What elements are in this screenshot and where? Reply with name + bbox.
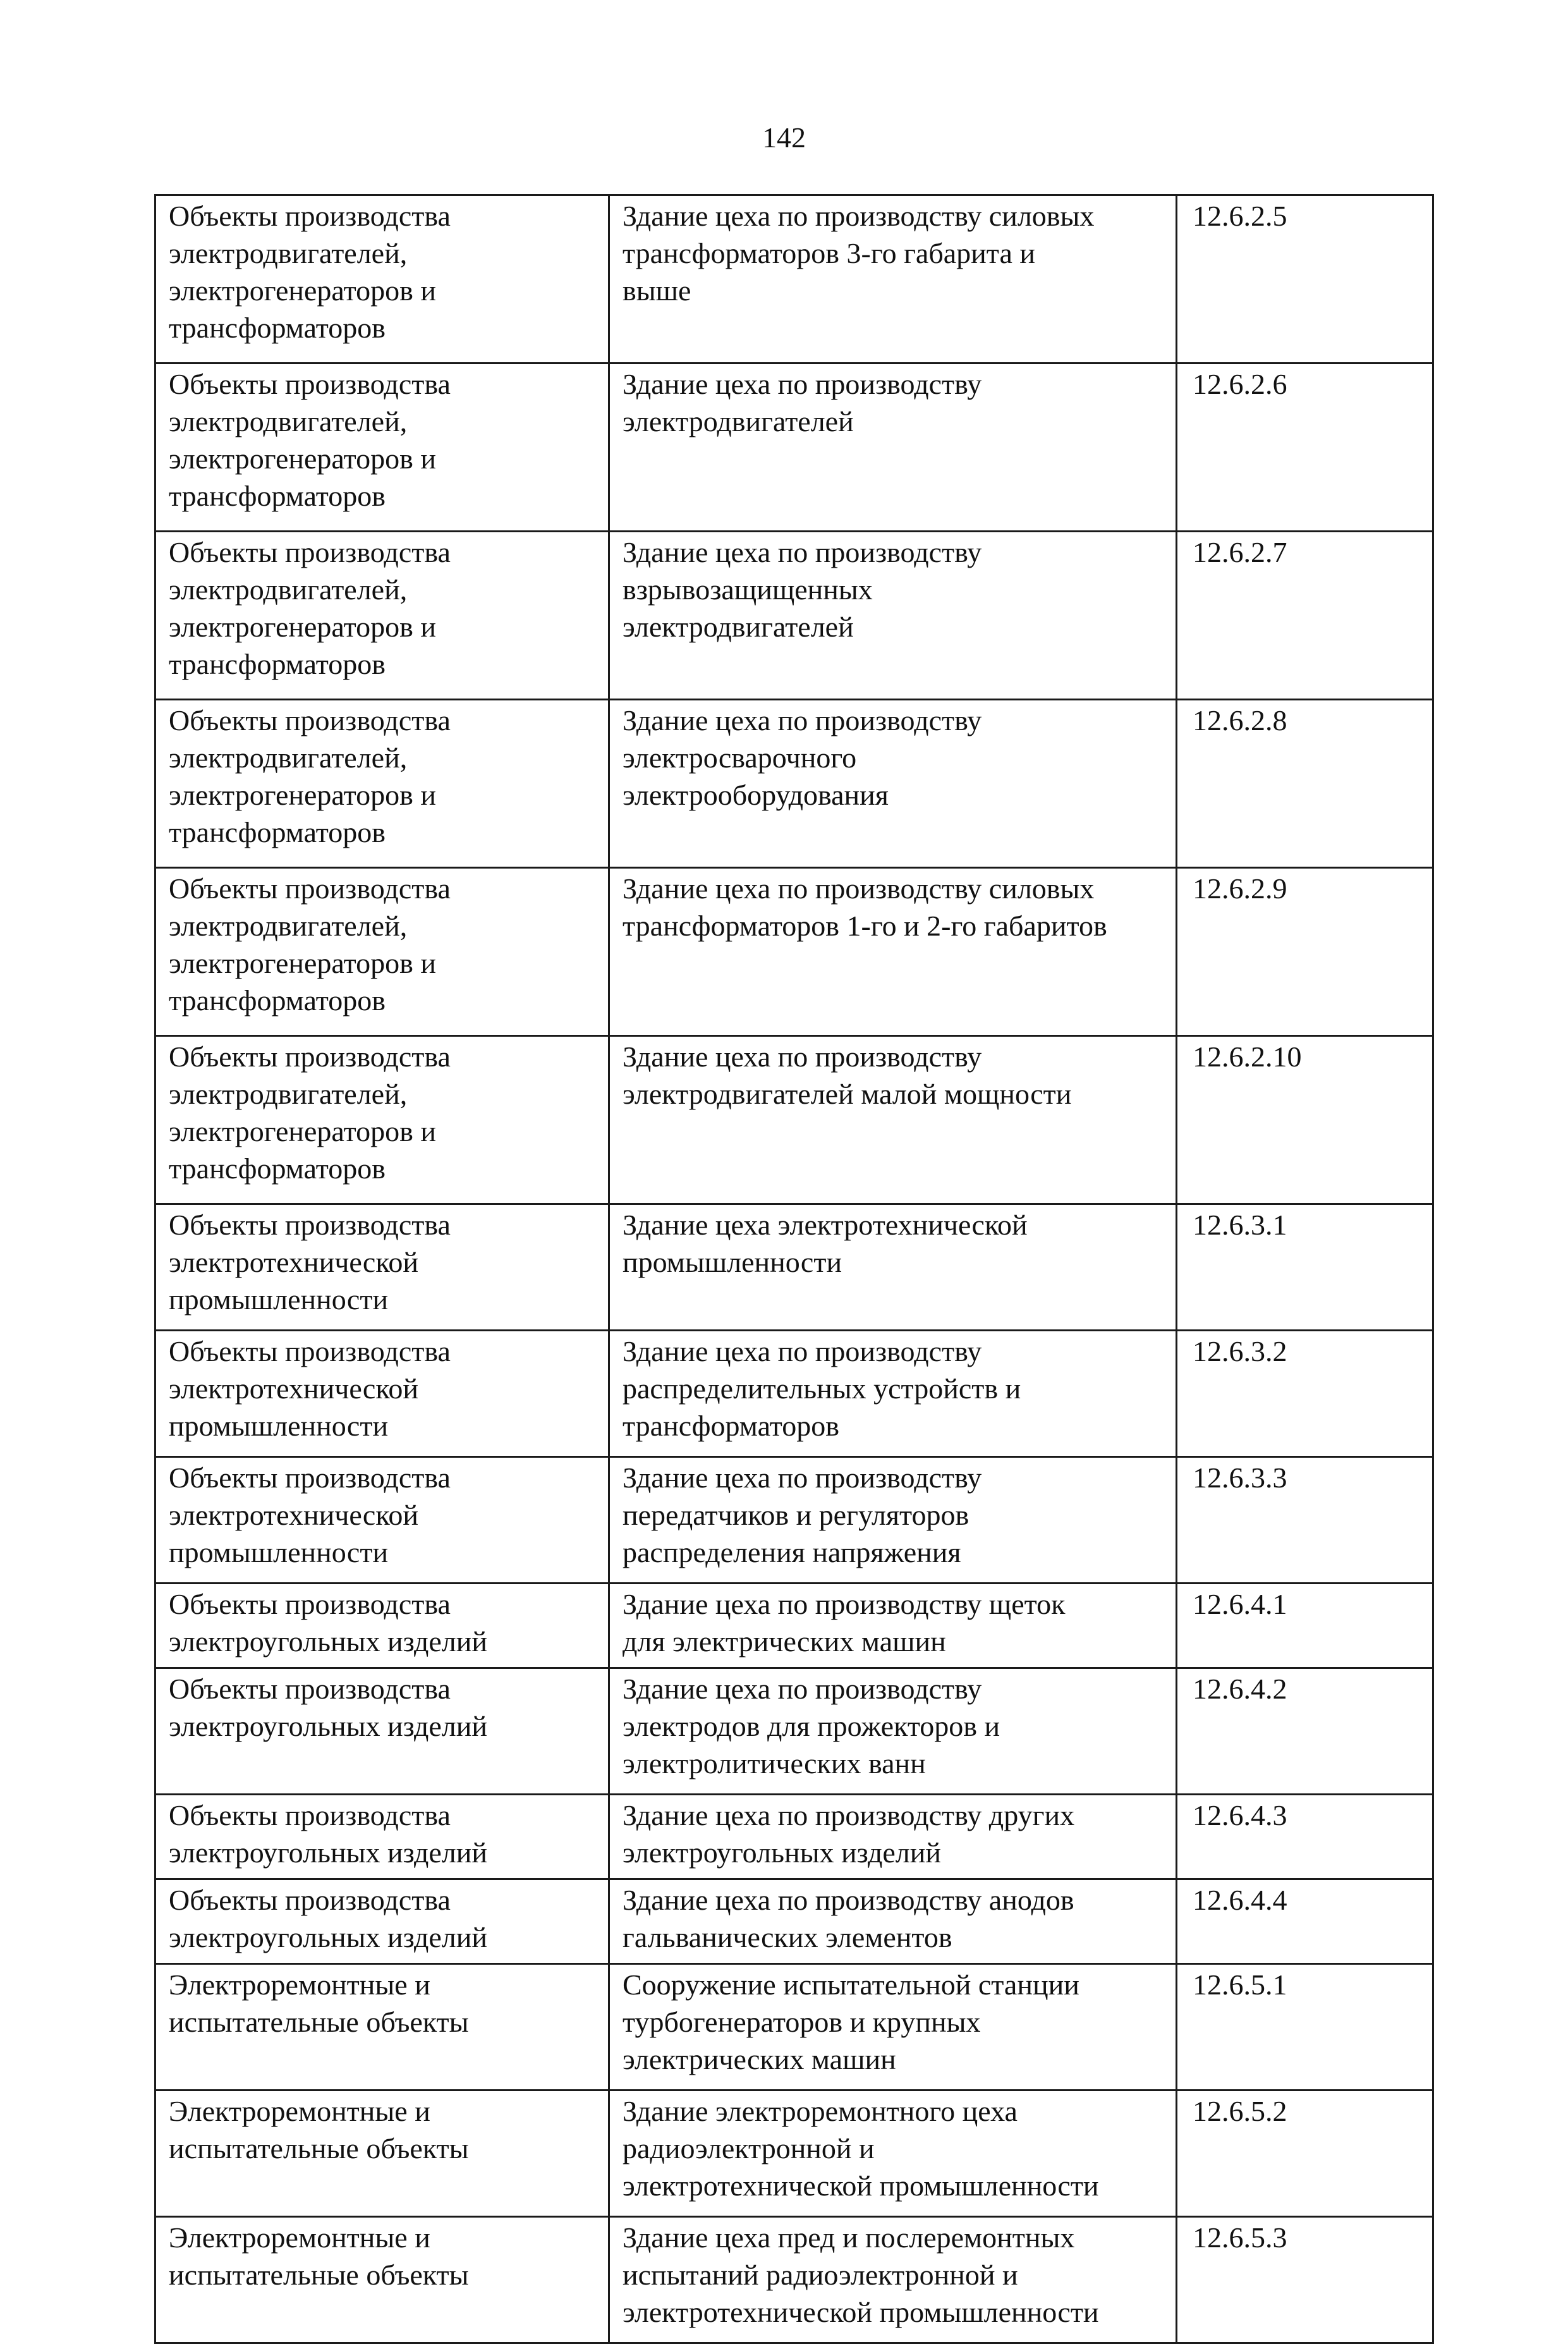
table-row <box>155 2091 1433 2217</box>
code-cell: 12.6.4.1 <box>1177 1584 1433 1668</box>
table-row <box>155 363 1433 532</box>
code-cell: 12.6.4.2 <box>1177 1668 1433 1795</box>
table-row <box>155 195 1433 363</box>
building-name-cell: Здание цеха по производству электросварочного электрооборудования <box>609 700 1177 868</box>
code-cell: 12.6.3.1 <box>1177 1204 1433 1331</box>
building-name-cell: Здание цеха по производству распределительных устройств и трансформаторов <box>609 1331 1177 1457</box>
object-type-cell: Объекты производства электротехнической промышленности <box>155 1331 609 1457</box>
table-row <box>155 1331 1433 1457</box>
code-cell: 12.6.5.2 <box>1177 2091 1433 2217</box>
table-row <box>155 1584 1433 1668</box>
object-type-cell: Объекты производства электроугольных изделий <box>155 1584 609 1668</box>
building-name-cell: Здание цеха по производству силовых трансформаторов 1-го и 2-го габаритов <box>609 868 1177 1036</box>
building-name-cell: Здание цеха по производству электродов для прожекторов и электролитических ванн <box>609 1668 1177 1795</box>
code-cell: 12.6.4.3 <box>1177 1795 1433 1879</box>
object-type-cell: Объекты производства электродвигателей, электрогенераторов и трансформаторов <box>155 195 609 363</box>
table-row <box>155 868 1433 1036</box>
object-type-cell: Объекты производства электродвигателей, электрогенераторов и трансформаторов <box>155 700 609 868</box>
object-type-cell: Объекты производства электроугольных изделий <box>155 1879 609 1964</box>
object-type-cell: Объекты производства электродвигателей, электрогенераторов и трансформаторов <box>155 363 609 532</box>
page-number: 142 <box>762 121 806 154</box>
object-type-cell: Объекты производства электродвигателей, электрогенераторов и трансформаторов <box>155 532 609 700</box>
code-cell: 12.6.2.8 <box>1177 700 1433 868</box>
building-name-cell: Здание цеха по производству других электроугольных изделий <box>609 1795 1177 1879</box>
table-row <box>155 532 1433 700</box>
building-name-cell: Здание цеха пред и послеремонтных испытаний радиоэлектронной и электротехнической промышленности <box>609 2217 1177 2343</box>
table-row <box>155 1879 1433 1964</box>
building-name-cell: Здание цеха по производству передатчиков и регуляторов распределения напряжения <box>609 1457 1177 1584</box>
building-name-cell: Здание электроремонтного цеха радиоэлектронной и электротехнической промышленности <box>609 2091 1177 2217</box>
code-cell: 12.6.2.6 <box>1177 363 1433 532</box>
building-name-cell: Здание цеха по производству щеток для электрических машин <box>609 1584 1177 1668</box>
object-type-cell: Электроремонтные и испытательные объекты <box>155 2091 609 2217</box>
code-cell: 12.6.4.4 <box>1177 1879 1433 1964</box>
object-type-cell: Электроремонтные и испытательные объекты <box>155 2217 609 2343</box>
code-cell: 12.6.2.5 <box>1177 195 1433 363</box>
building-name-cell: Здание цеха по производству электродвигателей <box>609 363 1177 532</box>
building-name-cell: Здание цеха электротехнической промышленности <box>609 1204 1177 1331</box>
building-name-cell: Здание цеха по производству силовых трансформаторов 3-го габарита и выше <box>609 195 1177 363</box>
object-type-cell: Объекты производства электроугольных изделий <box>155 1668 609 1795</box>
table-row <box>155 1795 1433 1879</box>
table-row <box>155 1204 1433 1331</box>
table-row <box>155 1668 1433 1795</box>
code-cell: 12.6.3.2 <box>1177 1331 1433 1457</box>
table-row <box>155 2217 1433 2343</box>
table-row <box>155 1457 1433 1584</box>
object-type-cell: Электроремонтные и испытательные объекты <box>155 1964 609 2091</box>
object-type-cell: Объекты производства электротехнической промышленности <box>155 1204 609 1331</box>
building-name-cell: Здание цеха по производству взрывозащищенных электродвигателей <box>609 532 1177 700</box>
code-cell: 12.6.2.9 <box>1177 868 1433 1036</box>
table-row <box>155 1964 1433 2091</box>
building-name-cell: Здание цеха по производству анодов гальванических элементов <box>609 1879 1177 1964</box>
table-row <box>155 1036 1433 1204</box>
code-cell: 12.6.2.10 <box>1177 1036 1433 1204</box>
code-cell: 12.6.2.7 <box>1177 532 1433 700</box>
table-body <box>155 195 1433 2343</box>
code-cell: 12.6.3.3 <box>1177 1457 1433 1584</box>
classification-table <box>154 194 1434 2344</box>
object-type-cell: Объекты производства электротехнической промышленности <box>155 1457 609 1584</box>
object-type-cell: Объекты производства электродвигателей, электрогенераторов и трансформаторов <box>155 868 609 1036</box>
building-name-cell: Здание цеха по производству электродвигателей малой мощности <box>609 1036 1177 1204</box>
object-type-cell: Объекты производства электродвигателей, электрогенераторов и трансформаторов <box>155 1036 609 1204</box>
building-name-cell: Сооружение испытательной станции турбогенераторов и крупных электрических машин <box>609 1964 1177 2091</box>
table-row <box>155 700 1433 868</box>
code-cell: 12.6.5.1 <box>1177 1964 1433 2091</box>
code-cell: 12.6.5.3 <box>1177 2217 1433 2343</box>
object-type-cell: Объекты производства электроугольных изделий <box>155 1795 609 1879</box>
